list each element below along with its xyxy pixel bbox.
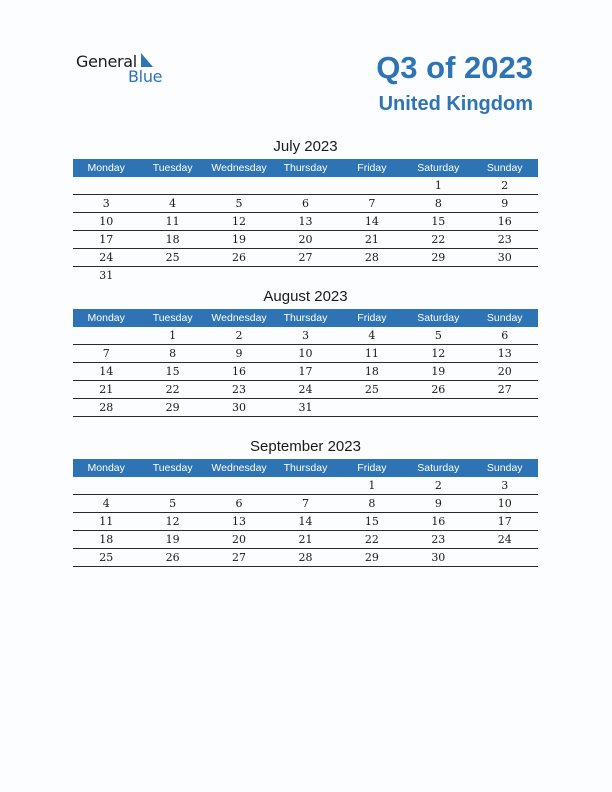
weekday-header: Wednesday [211,462,267,474]
day-cell [73,327,139,344]
day-cell: 27 [497,383,512,396]
day-cell: 10 [298,347,313,360]
day-cell: 6 [235,497,243,510]
week-row [73,249,538,267]
day-cell: 12 [165,515,180,528]
day-cell: 16 [431,515,446,528]
week-row [73,195,538,213]
day-cell: 23 [232,383,247,396]
day-cell: 18 [364,365,379,378]
day-cell: 17 [497,515,512,528]
day-cell [472,267,538,284]
month-calendar-july [73,137,538,284]
logo-triangle-icon [141,53,153,67]
day-cell: 8 [169,347,177,360]
day-cell: 21 [364,233,379,246]
day-cell: 28 [364,251,379,264]
day-cell: 9 [501,197,509,210]
day-cell: 2 [235,329,243,342]
day-cell: 30 [431,551,446,564]
day-cell: 1 [434,179,442,192]
day-cell: 19 [431,365,446,378]
day-cell: 12 [431,347,446,360]
day-cell: 24 [497,533,512,546]
day-cell [405,267,471,284]
day-cell: 20 [232,533,247,546]
day-cell [272,267,338,284]
day-cell [472,399,538,416]
day-cell [139,177,205,194]
day-cell: 2 [501,179,509,192]
weekday-header: Friday [357,462,387,474]
day-cell: 13 [497,347,512,360]
week-row [73,513,538,531]
weekday-header: Monday [87,462,125,474]
month-calendar-august [73,287,538,417]
day-cell: 21 [99,383,114,396]
day-cell: 9 [235,347,243,360]
logo-blue-text: Blue [128,67,163,86]
day-cell: 13 [232,515,247,528]
day-cell [139,477,205,494]
weekday-header-row [73,159,538,177]
day-cell: 7 [368,197,376,210]
weekday-header-row [73,309,538,327]
day-cell: 11 [165,215,180,228]
day-cell: 27 [298,251,313,264]
day-cell: 29 [431,251,446,264]
day-cell: 7 [102,347,110,360]
week-row [73,363,538,381]
day-cell: 5 [434,329,442,342]
day-cell: 30 [232,401,247,414]
weekday-header: Tuesday [152,162,193,174]
day-cell: 30 [497,251,512,264]
day-cell: 26 [165,551,180,564]
weekday-header: Friday [357,162,387,174]
weekday-header: Tuesday [152,312,193,324]
day-cell [272,477,338,494]
day-cell [206,177,272,194]
day-cell: 23 [431,533,446,546]
day-cell: 25 [99,551,114,564]
day-cell: 3 [301,329,309,342]
week-row [73,381,538,399]
day-cell: 22 [165,383,180,396]
week-row [73,531,538,549]
day-cell: 31 [298,401,313,414]
weekday-header: Sunday [486,162,523,174]
week-row [73,477,538,495]
weekday-header: Thursday [283,162,328,174]
weekday-header: Monday [87,162,125,174]
week-row [73,549,538,567]
day-cell: 3 [102,197,110,210]
day-cell [272,177,338,194]
day-cell: 24 [298,383,313,396]
month-title: August 2023 [263,288,348,305]
day-cell: 22 [364,533,379,546]
weekday-header: Wednesday [211,162,267,174]
day-cell: 28 [99,401,114,414]
weekday-header: Sunday [486,312,523,324]
day-cell: 16 [232,365,247,378]
day-cell: 15 [431,215,446,228]
day-cell: 5 [235,197,243,210]
day-cell: 14 [298,515,313,528]
day-cell: 17 [298,365,313,378]
weekday-header-row [73,459,538,477]
page-subtitle: United Kingdom [378,93,533,115]
day-cell [472,549,538,566]
weekday-header: Thursday [283,462,328,474]
month-title: July 2023 [273,138,338,155]
day-cell: 17 [99,233,114,246]
day-cell: 5 [169,497,177,510]
day-cell: 11 [99,515,114,528]
day-cell: 25 [165,251,180,264]
day-cell: 12 [232,215,247,228]
day-cell [339,267,405,284]
day-cell [405,399,471,416]
day-cell: 27 [232,551,247,564]
week-row [73,231,538,249]
day-cell: 2 [434,479,442,492]
day-cell: 20 [298,233,313,246]
weekday-header: Saturday [417,462,460,474]
week-row [73,399,538,417]
day-cell: 10 [99,215,114,228]
logo-general-text: General [76,52,137,71]
day-cell: 21 [298,533,313,546]
day-cell: 13 [298,215,313,228]
day-cell: 18 [99,533,114,546]
day-cell: 4 [368,329,376,342]
day-cell: 9 [434,497,442,510]
weekday-header: Tuesday [152,462,193,474]
day-cell: 26 [431,383,446,396]
day-cell: 29 [364,551,379,564]
weekday-header: Monday [87,312,125,324]
day-cell: 1 [169,329,177,342]
day-cell: 18 [165,233,180,246]
week-row [73,495,538,513]
weekday-header: Thursday [283,312,328,324]
day-cell: 24 [99,251,114,264]
weekday-header: Saturday [417,162,460,174]
day-cell: 11 [364,347,379,360]
day-cell: 16 [497,215,512,228]
day-cell [139,267,205,284]
week-row [73,213,538,231]
day-cell: 29 [165,401,180,414]
logo [76,52,176,92]
day-cell: 28 [298,551,313,564]
week-row [73,345,538,363]
page-title: Q3 of 2023 [376,50,533,85]
day-cell [206,267,272,284]
day-cell: 4 [169,197,177,210]
day-cell: 7 [301,497,309,510]
day-cell: 25 [364,383,379,396]
day-cell: 19 [165,533,180,546]
day-cell: 22 [431,233,446,246]
day-cell: 14 [364,215,379,228]
week-row [73,267,538,284]
day-cell: 31 [99,269,114,282]
weekday-header: Saturday [417,312,460,324]
day-cell: 6 [301,197,309,210]
day-cell [73,477,139,494]
day-cell: 8 [368,497,376,510]
month-title: September 2023 [250,438,361,455]
day-cell: 20 [497,365,512,378]
day-cell: 15 [364,515,379,528]
weekday-header: Wednesday [211,312,267,324]
day-cell [339,399,405,416]
day-cell: 8 [434,197,442,210]
day-cell: 15 [165,365,180,378]
day-cell [339,177,405,194]
day-cell: 26 [232,251,247,264]
day-cell: 1 [368,479,376,492]
day-cell: 6 [501,329,509,342]
day-cell: 23 [497,233,512,246]
day-cell: 14 [99,365,114,378]
day-cell: 10 [497,497,512,510]
weekday-header: Friday [357,312,387,324]
day-cell: 4 [102,497,110,510]
weekday-header: Sunday [486,462,523,474]
week-row [73,327,538,345]
month-calendar-september [73,437,538,567]
day-cell [73,177,139,194]
day-cell: 19 [232,233,247,246]
day-cell [206,477,272,494]
day-cell: 3 [501,479,509,492]
week-row [73,177,538,195]
